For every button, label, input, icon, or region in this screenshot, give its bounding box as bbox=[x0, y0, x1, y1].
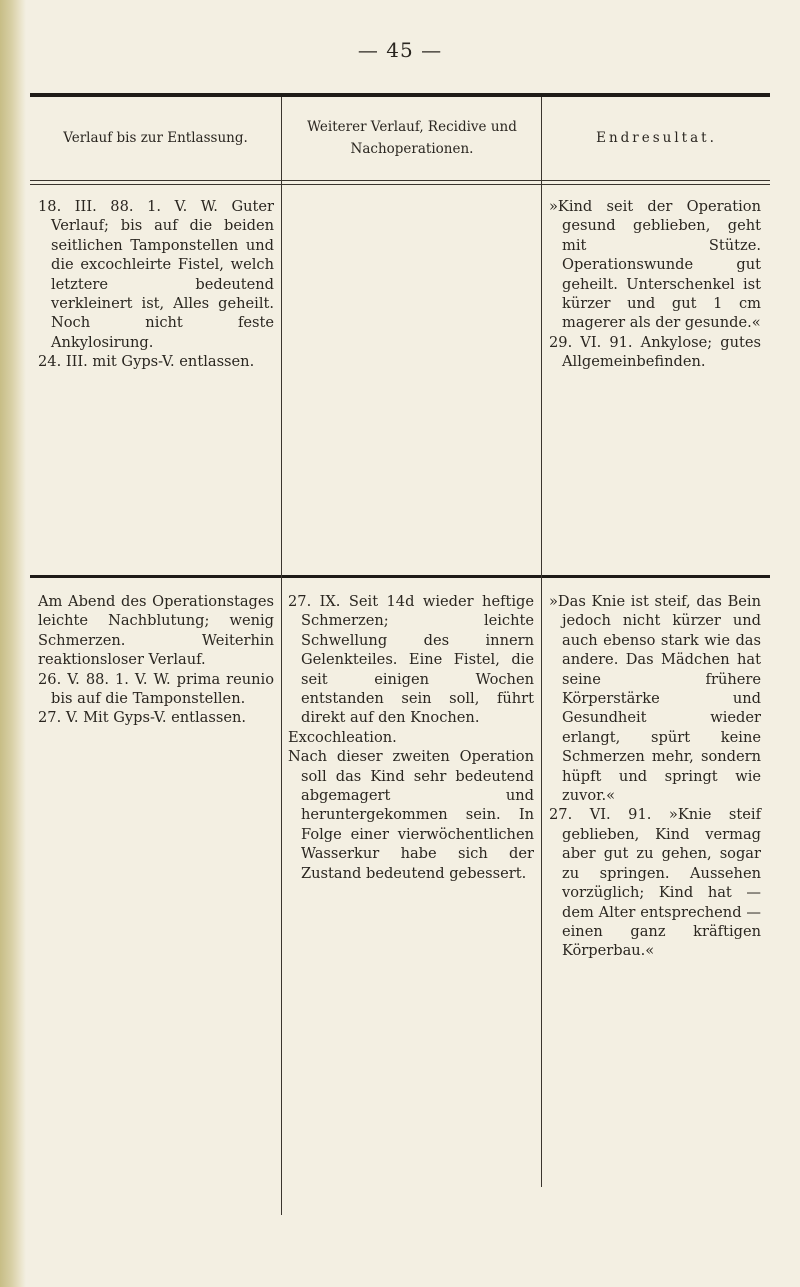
column-divider-2 bbox=[541, 97, 542, 1187]
header-rule-upper bbox=[30, 180, 770, 181]
row1-col3-para: »Kind seit der Operation gesund geblieben, geht mit Stütze. Operationswunde gut geheilt. Unterschenkel ist kürzer und gut 1 cm magerer als der gesunde.« bbox=[549, 198, 761, 332]
row1-col3-para: 29. VI. 91. Ankylose; gutes Allgemeinbefinden. bbox=[549, 333, 761, 371]
row-separator-rule bbox=[30, 575, 770, 578]
row1-col-result bbox=[549, 197, 761, 372]
header-col-discharge: Verlauf bis zur Entlassung. bbox=[63, 130, 248, 146]
header-col-course: Weiterer Verlauf, Recidive und Nachoperationen. bbox=[307, 119, 517, 157]
column-divider-1 bbox=[281, 97, 282, 1215]
header-col-result: Endresultat. bbox=[596, 130, 717, 146]
row2-col2-para: 27. IX. Seit 14d wieder heftige Schmerzen; leichte Schwellung des innern Gelenkteiles. Eine Fistel, die seit einigen Wochen entstanden sein soll, führt direkt auf den Knochen. bbox=[288, 593, 534, 727]
row2-col1-para: Am Abend des Operationstages leichte Nachblutung; wenig Schmerzen. Weiterhin reaktionsloser Verlauf. bbox=[38, 593, 274, 669]
row2-col3-para: 27. VI. 91. »Knie steif geblieben, Kind vermag aber gut zu gehen, sogar zu springen. Aussehen vorzüglich; Kind hat — dem Alter entsprechend — einen ganz kräftigen Körperbau.« bbox=[549, 806, 761, 960]
page-edge-shadow bbox=[0, 0, 26, 1287]
row2-col-discharge bbox=[38, 592, 274, 728]
row2-col3-para: »Das Knie ist steif, das Bein jedoch nicht kürzer und auch ebenso stark wie das andere. Das Mädchen hat seine frühere Körperstärke und Gesundheit wieder erlangt, spürt keine Schmerzen mehr, sondern hüpft und springt wie zuvor.« bbox=[549, 593, 761, 805]
row1-col-discharge bbox=[38, 197, 274, 372]
row2-col1-para: 27. V. Mit Gyps-V. entlassen. bbox=[38, 709, 247, 727]
row1-col1-para: 24. III. mit Gyps-V. entlassen. bbox=[38, 353, 255, 371]
header-rule-lower bbox=[30, 184, 770, 185]
page-number: — 45 — bbox=[357, 38, 443, 62]
row2-col1-para: 26. V. 88. 1. V. W. prima reunio bis auf die Tamponstellen. bbox=[38, 670, 274, 708]
row2-col-result bbox=[549, 592, 761, 961]
row1-col1-para: 18. III. 88. 1. V. W. Guter Verlauf; bis auf die beiden seitlichen Tamponstellen und die excochleirte Fistel, welch letztere bedeutend verkleinert ist, Alles geheilt. Noch nicht feste Ankylosirung. bbox=[38, 198, 274, 351]
row2-col2-para: Excochleation. bbox=[288, 728, 397, 746]
row2-col2-para: Nach dieser zweiten Operation soll das Kind sehr bedeutend abgemagert und heruntergekommen sein. In Folge einer vierwöchentlichen Wasserkur habe sich der Zustand bedeutend gebessert. bbox=[288, 748, 534, 882]
row2-col-course bbox=[288, 592, 534, 883]
